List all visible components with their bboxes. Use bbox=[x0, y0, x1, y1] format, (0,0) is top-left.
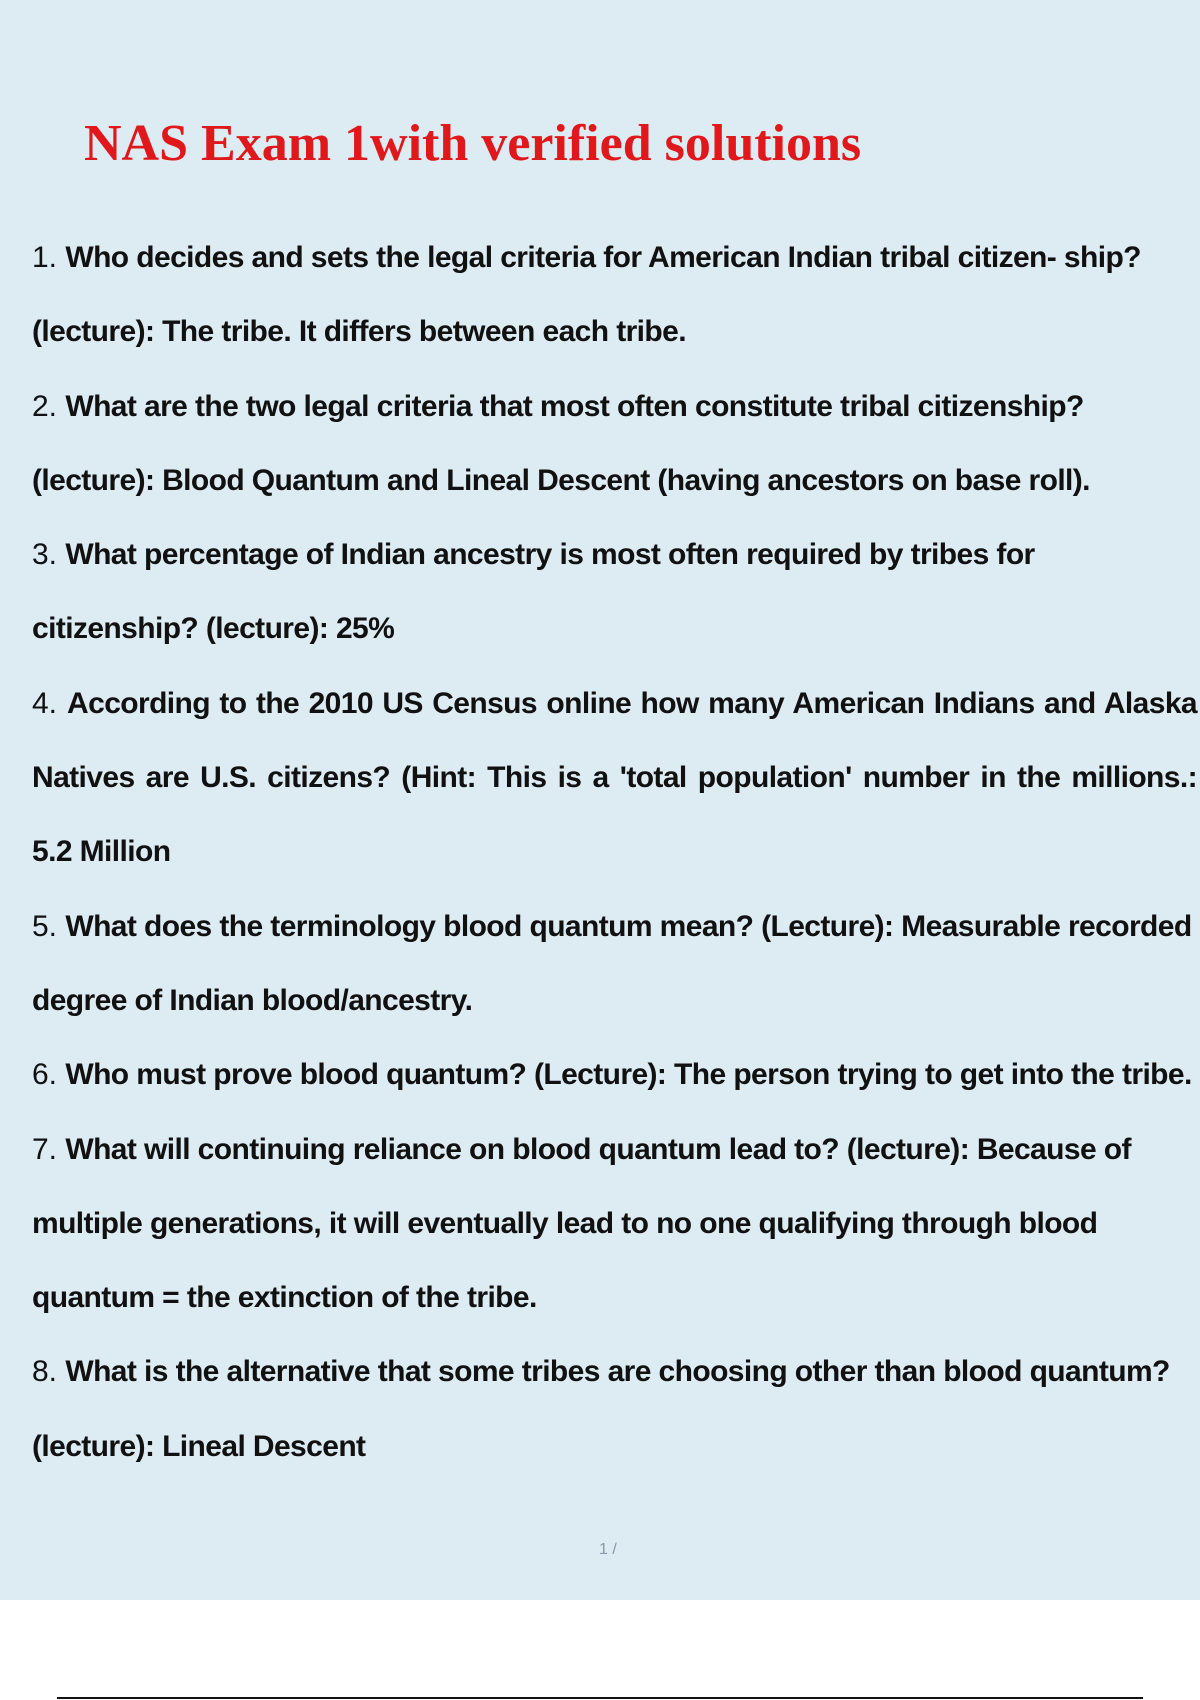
document-title: NAS Exam 1with verified solutions bbox=[84, 115, 862, 172]
question-text: Who must prove blood quantum? (Lecture): The person trying to get into the tribe. bbox=[65, 1058, 1192, 1092]
question-text: What will continuing reliance on blood quantum lead to? (lecture): Because of multiple generations, it will eventually lead to no one qualifying through blood quantum = the extinction of the tribe. bbox=[32, 1132, 1131, 1315]
question-item bbox=[32, 370, 1197, 519]
question-number: 8. bbox=[32, 1355, 66, 1389]
question-item bbox=[32, 890, 1197, 1039]
question-number: 3. bbox=[32, 538, 66, 572]
question-number: 1. bbox=[32, 241, 66, 274]
question-item bbox=[32, 1335, 1197, 1484]
question-item bbox=[32, 667, 1197, 890]
question-text: Who decides and sets the legal criteria for American Indian tribal citizen- ship? (lecture): The tribe. It differs between each tribe. bbox=[32, 241, 1141, 349]
question-text: What is the alternative that some tribes are choosing other than blood quantum? (lecture): Lineal Descent bbox=[32, 1355, 1170, 1463]
question-item bbox=[32, 1038, 1197, 1112]
question-answer-list bbox=[32, 221, 1197, 1484]
question-text: What percentage of Indian ancestry is most often required by tribes for citizenship? (lecture): 25% bbox=[32, 538, 1035, 646]
page-number: 1 / bbox=[599, 1541, 617, 1558]
question-text: What does the terminology blood quantum mean? (Lecture): Measurable recorded degree of Indian blood/ancestry. bbox=[32, 909, 1192, 1017]
question-item bbox=[32, 221, 1197, 370]
question-item bbox=[32, 518, 1197, 667]
question-number: 4. bbox=[32, 686, 68, 720]
question-number: 7. bbox=[32, 1132, 66, 1166]
question-text: According to the 2010 US Census online how many American Indians and Alaska Natives are U.S. citizens? (Hint: This is a 'total population' number in the millions.: 5.2 Million bbox=[32, 686, 1197, 869]
question-number: 2. bbox=[32, 389, 66, 423]
question-text: What are the two legal criteria that most often constitute tribal citizenship? (lecture): Blood Quantum and Lineal Descent (having ancestors on base roll). bbox=[32, 389, 1090, 497]
question-number: 6. bbox=[32, 1058, 66, 1092]
question-item bbox=[32, 1113, 1197, 1336]
footer-divider bbox=[57, 1697, 1143, 1699]
question-number: 5. bbox=[32, 909, 66, 943]
